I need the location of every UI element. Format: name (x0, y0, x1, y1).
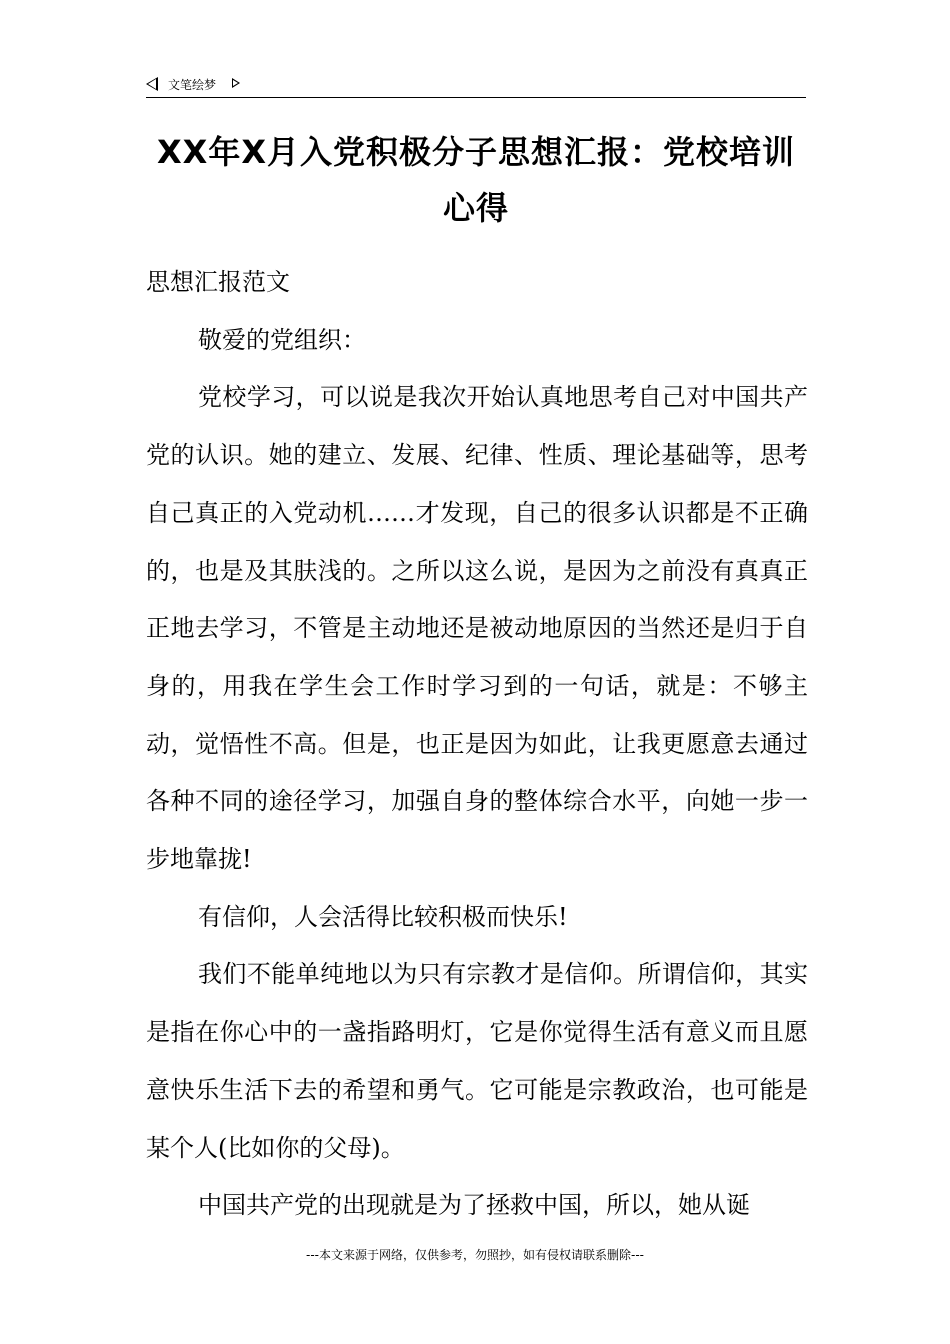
paragraph-2: 有信仰，人会活得比较积极而快乐! (198, 902, 568, 931)
header-divider (146, 97, 806, 98)
triangle-left-icon (146, 77, 158, 91)
paragraph-3: 我们不能单纯地以为只有宗教才是信仰。所谓信仰，其实是指在你心中的一盏指路明灯，它是你觉得生活有意义而且愿意快乐生活下去的希望和勇气。它可能是宗教政治，也可能是某个人(比如你的父母)。 (146, 960, 808, 1162)
paragraph-4: 中国共产党的出现就是为了拯救中国，所以，她从诞 (198, 1191, 750, 1220)
document-title: XX年X月入党积极分子思想汇报：党校培训心得 (156, 133, 796, 227)
triangle-right-icon (232, 78, 240, 88)
paragraph-1: 党校学习，可以说是我次开始认真地思考自己对中国共产党的认识。她的建立、发展、纪律、性质、理论基础等，思考自己真正的入党动机……才发现，自己的很多认识都是不正确的，也是及其肤浅的。之所以这么说，是因为之前没有真真正正地去学习，不管是主动地还是被动地原因的当然还是归于自身的，用我在学生会工作时学习到的一句话，就是：不够主动，觉悟性不高。但是，也正是因为如此，让我更愿意去通过各种不同的途径学习，加强自身的整体综合水平，向她一步一步地靠拢! (146, 383, 808, 874)
document-body (146, 254, 808, 1235)
page-footer: ---本文来源于网络，仅供参考，勿照抄，如有侵权请联系删除--- (306, 1248, 644, 1262)
salutation: 敬爱的党组织： (198, 325, 366, 354)
header-brand: 文笔绘梦 (168, 78, 217, 92)
page-header (146, 74, 806, 96)
category-label: 思想汇报范文 (146, 268, 290, 296)
